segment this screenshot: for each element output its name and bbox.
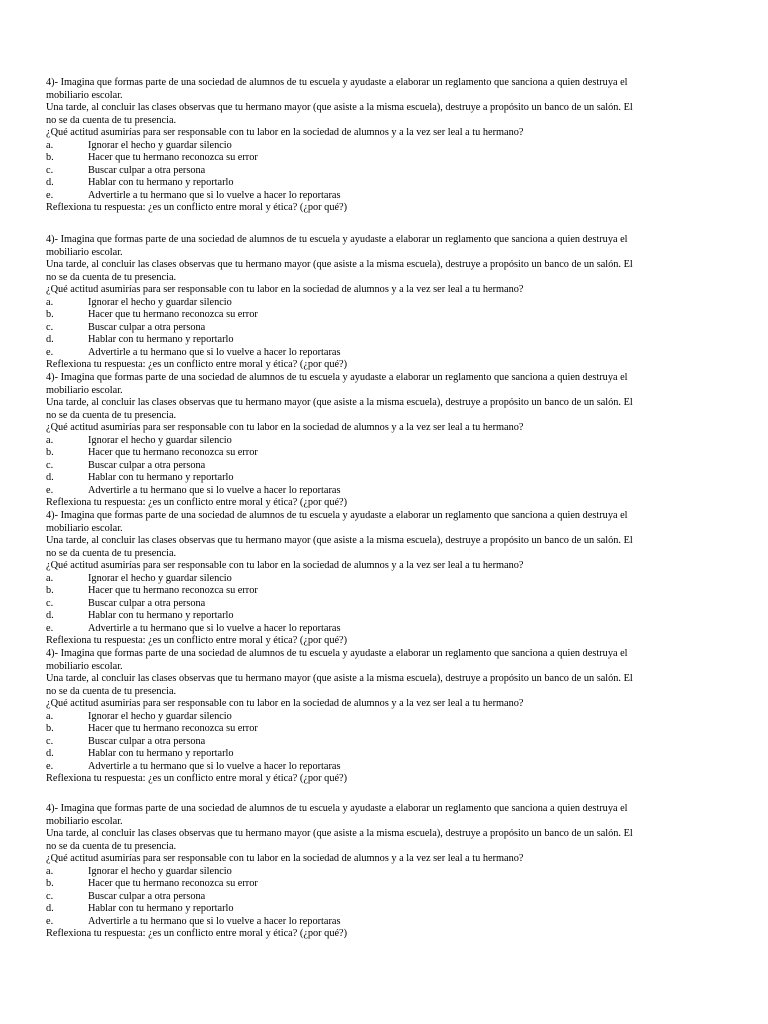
option-a: a. Ignorar el hecho y guardar silencio xyxy=(46,434,232,446)
question-block-3 xyxy=(46,372,716,510)
option-d: d. Hablar con tu hermano y reportarlo xyxy=(46,610,234,621)
intro-line-1: 4)- Imagina que formas parte de una sociedad de alumnos de tu escuela y ayudaste a elaborar un reglamento que sanciona a quien destruya el xyxy=(46,372,628,383)
reflection-line: Reflexiona tu respuesta: ¿es un conflicto entre moral y ética? (¿por qué?) xyxy=(46,497,348,508)
story-line-1: Una tarde, al concluir las clases observas que tu hermano mayor (que asiste a la misma escuela), destruye a propósito un banco de un salón. El xyxy=(46,397,633,408)
option-b: b. Hacer que tu hermano reconozca su error xyxy=(46,447,258,458)
option-d: d. Hablar con tu hermano y reportarlo xyxy=(46,334,234,345)
question-block-2 xyxy=(46,234,716,372)
option-a: a. Ignorar el hecho y guardar silencio xyxy=(46,296,232,308)
intro-line-1: 4)- Imagina que formas parte de una sociedad de alumnos de tu escuela y ayudaste a elaborar un reglamento que sanciona a quien destruya el xyxy=(46,510,628,521)
option-c: c. Buscar culpar a otra persona xyxy=(46,164,206,176)
question-block-6 xyxy=(46,803,716,941)
reflection-line: Reflexiona tu respuesta: ¿es un conflicto entre moral y ética? (¿por qué?) xyxy=(46,773,348,784)
option-b: b. Hacer que tu hermano reconozca su error xyxy=(46,309,258,320)
question-prompt: ¿Qué actitud asumirías para ser responsable con tu labor en la sociedad de alumnos y a la vez ser leal a tu hermano? xyxy=(46,698,524,709)
option-d: d. Hablar con tu hermano y reportarlo xyxy=(46,903,234,914)
option-d: d. Hablar con tu hermano y reportarlo xyxy=(46,177,234,188)
option-b: b. Hacer que tu hermano reconozca su error xyxy=(46,723,258,734)
story-line-1: Una tarde, al concluir las clases observas que tu hermano mayor (que asiste a la misma escuela), destruye a propósito un banco de un salón. El xyxy=(46,535,633,546)
option-b: b. Hacer que tu hermano reconozca su error xyxy=(46,585,258,596)
option-c: c. Buscar culpar a otra persona xyxy=(46,597,206,609)
story-line-2: no se da cuenta de tu presencia. xyxy=(46,114,177,126)
question-prompt: ¿Qué actitud asumirías para ser responsable con tu labor en la sociedad de alumnos y a la vez ser leal a tu hermano? xyxy=(46,422,524,433)
intro-line-2: mobiliario escolar. xyxy=(46,522,123,534)
story-line-2: no se da cuenta de tu presencia. xyxy=(46,547,177,559)
intro-line-2: mobiliario escolar. xyxy=(46,246,123,258)
option-a: a. Ignorar el hecho y guardar silencio xyxy=(46,139,232,151)
intro-line-1: 4)- Imagina que formas parte de una sociedad de alumnos de tu escuela y ayudaste a elaborar un reglamento que sanciona a quien destruya el xyxy=(46,648,628,659)
reflection-line: Reflexiona tu respuesta: ¿es un conflicto entre moral y ética? (¿por qué?) xyxy=(46,928,348,939)
intro-line-2: mobiliario escolar. xyxy=(46,384,123,396)
story-line-1: Una tarde, al concluir las clases observas que tu hermano mayor (que asiste a la misma escuela), destruye a propósito un banco de un salón. El xyxy=(46,673,633,684)
option-c: c. Buscar culpar a otra persona xyxy=(46,890,206,902)
option-e: e. Advertirle a tu hermano que si lo vuelve a hacer lo reportaras xyxy=(46,189,341,201)
intro-line-2: mobiliario escolar. xyxy=(46,660,123,672)
reflection-line: Reflexiona tu respuesta: ¿es un conflicto entre moral y ética? (¿por qué?) xyxy=(46,202,348,213)
question-block-5 xyxy=(46,648,716,786)
intro-line-2: mobiliario escolar. xyxy=(46,815,123,827)
story-line-1: Una tarde, al concluir las clases observas que tu hermano mayor (que asiste a la misma escuela), destruye a propósito un banco de un salón. El xyxy=(46,828,633,839)
question-prompt: ¿Qué actitud asumirías para ser responsable con tu labor en la sociedad de alumnos y a la vez ser leal a tu hermano? xyxy=(46,853,524,864)
intro-line-1: 4)- Imagina que formas parte de una sociedad de alumnos de tu escuela y ayudaste a elaborar un reglamento que sanciona a quien destruya el xyxy=(46,77,628,88)
option-e: e. Advertirle a tu hermano que si lo vuelve a hacer lo reportaras xyxy=(46,484,341,496)
option-c: c. Buscar culpar a otra persona xyxy=(46,459,206,471)
option-e: e. Advertirle a tu hermano que si lo vuelve a hacer lo reportaras xyxy=(46,760,341,772)
option-c: c. Buscar culpar a otra persona xyxy=(46,321,206,333)
option-a: a. Ignorar el hecho y guardar silencio xyxy=(46,865,232,877)
option-d: d. Hablar con tu hermano y reportarlo xyxy=(46,748,234,759)
story-line-2: no se da cuenta de tu presencia. xyxy=(46,409,177,421)
question-prompt: ¿Qué actitud asumirías para ser responsable con tu labor en la sociedad de alumnos y a la vez ser leal a tu hermano? xyxy=(46,127,524,138)
option-a: a. Ignorar el hecho y guardar silencio xyxy=(46,710,232,722)
option-d: d. Hablar con tu hermano y reportarlo xyxy=(46,472,234,483)
story-line-2: no se da cuenta de tu presencia. xyxy=(46,271,177,283)
story-line-2: no se da cuenta de tu presencia. xyxy=(46,840,177,852)
question-block-4 xyxy=(46,510,716,648)
option-e: e. Advertirle a tu hermano que si lo vuelve a hacer lo reportaras xyxy=(46,915,341,927)
option-a: a. Ignorar el hecho y guardar silencio xyxy=(46,572,232,584)
option-c: c. Buscar culpar a otra persona xyxy=(46,735,206,747)
reflection-line: Reflexiona tu respuesta: ¿es un conflicto entre moral y ética? (¿por qué?) xyxy=(46,359,348,370)
story-line-1: Una tarde, al concluir las clases observas que tu hermano mayor (que asiste a la misma escuela), destruye a propósito un banco de un salón. El xyxy=(46,259,633,270)
question-block-1 xyxy=(46,77,716,215)
story-line-2: no se da cuenta de tu presencia. xyxy=(46,685,177,697)
option-b: b. Hacer que tu hermano reconozca su error xyxy=(46,878,258,889)
option-b: b. Hacer que tu hermano reconozca su error xyxy=(46,152,258,163)
intro-line-2: mobiliario escolar. xyxy=(46,89,123,101)
intro-line-1: 4)- Imagina que formas parte de una sociedad de alumnos de tu escuela y ayudaste a elaborar un reglamento que sanciona a quien destruya el xyxy=(46,803,628,814)
option-e: e. Advertirle a tu hermano que si lo vuelve a hacer lo reportaras xyxy=(46,622,341,634)
story-line-1: Una tarde, al concluir las clases observas que tu hermano mayor (que asiste a la misma escuela), destruye a propósito un banco de un salón. El xyxy=(46,102,633,113)
question-prompt: ¿Qué actitud asumirías para ser responsable con tu labor en la sociedad de alumnos y a la vez ser leal a tu hermano? xyxy=(46,560,524,571)
reflection-line: Reflexiona tu respuesta: ¿es un conflicto entre moral y ética? (¿por qué?) xyxy=(46,635,348,646)
option-e: e. Advertirle a tu hermano que si lo vuelve a hacer lo reportaras xyxy=(46,346,341,358)
intro-line-1: 4)- Imagina que formas parte de una sociedad de alumnos de tu escuela y ayudaste a elaborar un reglamento que sanciona a quien destruya el xyxy=(46,234,628,245)
question-prompt: ¿Qué actitud asumirías para ser responsable con tu labor en la sociedad de alumnos y a la vez ser leal a tu hermano? xyxy=(46,284,524,295)
